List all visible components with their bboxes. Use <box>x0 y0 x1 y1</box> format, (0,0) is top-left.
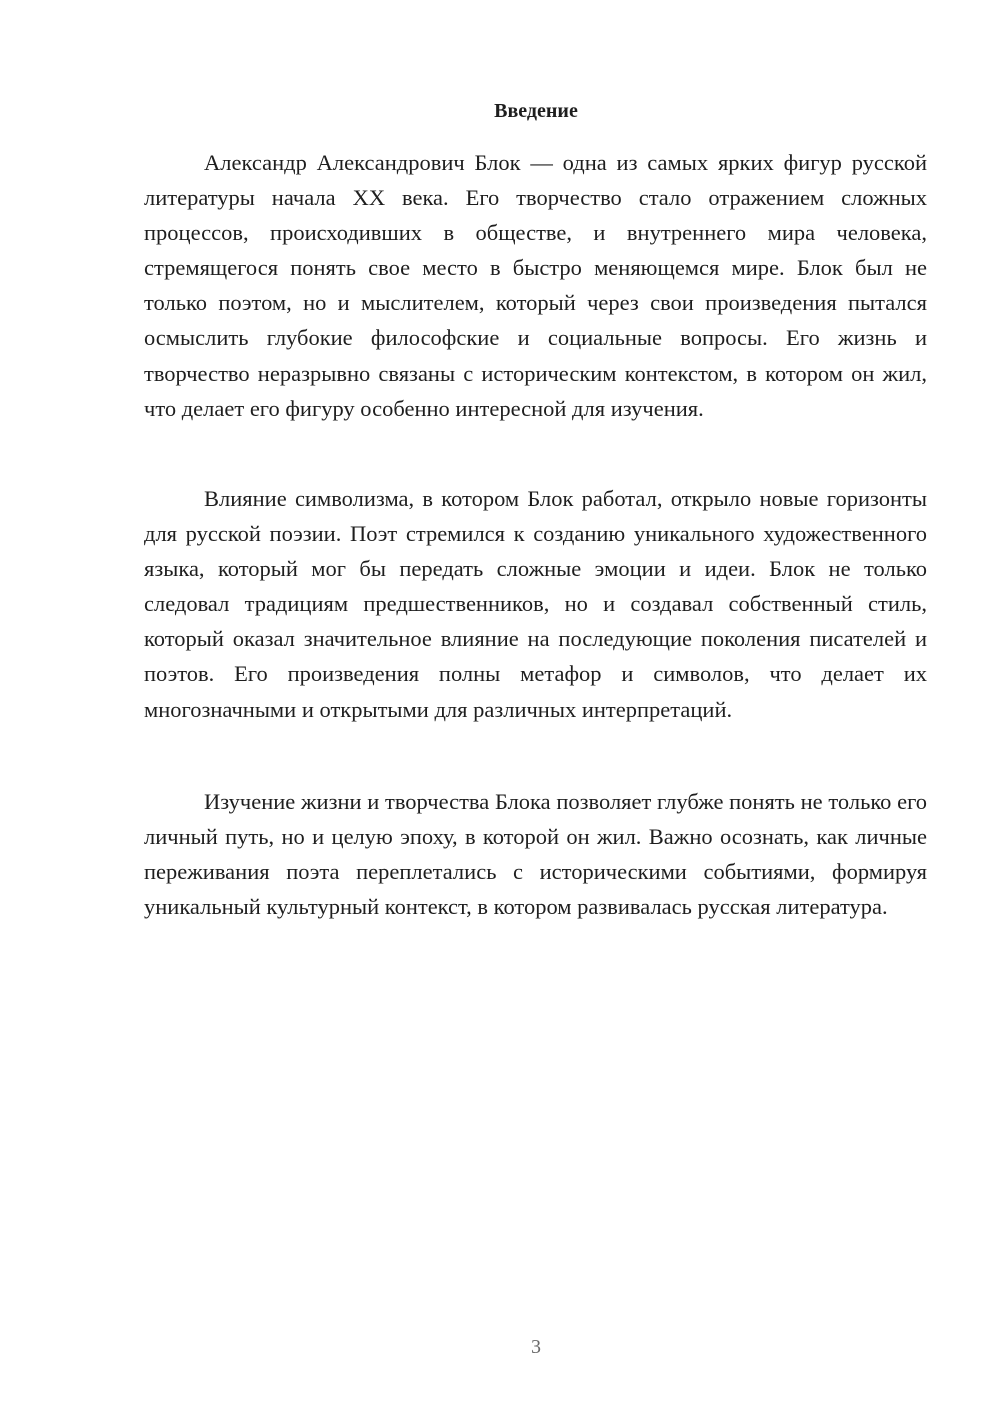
paragraph: Влияние символизма, в котором Блок работал, открыло новые горизонты для русской поэзии. Поэт стремился к созданию уникального художественного языка, который мог бы передать сложные эмоции и идеи. Блок не только следовал традициям предшественников, но и создавал собственный стиль, который оказал значительное влияние на последующие поколения писателей и поэтов. Его произведения полны метафор и символов, что делает их многозначными и открытыми для различных интерпретаций. <box>144 486 927 722</box>
page-number: 3 <box>531 1336 541 1358</box>
paragraph-block <box>144 784 927 924</box>
paragraph-block <box>144 481 927 727</box>
section-heading: Введение <box>494 100 578 122</box>
paragraph: Александр Александрович Блок — одна из самых ярких фигур русской литературы начала XX века. Его творчество стало отражением сложных процессов, происходивших в обществе, и внутреннего мира человека, стремящегося понять свое место в быстро меняющемся мире. Блок был не только поэтом, но и мыслителем, который через свои произведения пытался осмыслить глубокие философские и социальные вопросы. Его жизнь и творчество неразрывно связаны с историческим контекстом, в котором он жил, что делает его фигуру особенно интересной для изучения. <box>144 150 927 421</box>
paragraph-block <box>144 145 927 426</box>
paragraph: Изучение жизни и творчества Блока позволяет глубже понять не только его личный путь, но и целую эпоху, в которой он жил. Важно осознать, как личные переживания поэта переплетались с историческими событиями, формируя уникальный культурный контекст, в котором развивалась русская литература. <box>144 789 927 920</box>
